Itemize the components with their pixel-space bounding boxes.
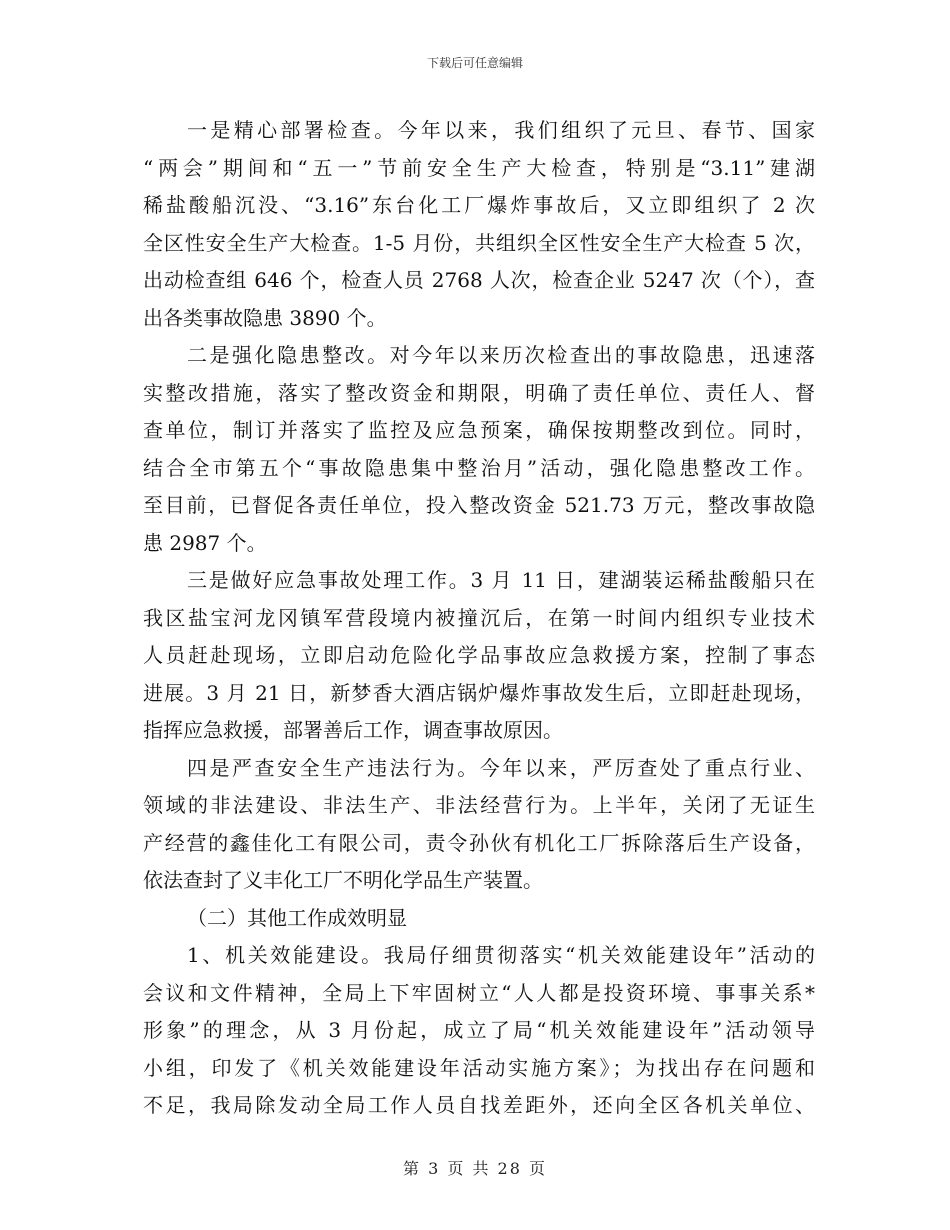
text-line: 形象”的理念，从 3 月份起，成立了局“机关效能建设年”活动领导 — [143, 1018, 815, 1042]
text-line: “两会”期间和“五一”节前安全生产大检查，特别是“3.11”建湖 — [143, 155, 815, 180]
page-number: 第 3 页 共 28 页 — [403, 1159, 547, 1178]
text-line: 结合全市第五个“事故隐患集中整治月”活动，强化隐患整改工作。 — [143, 455, 815, 480]
text-line: 进展。3 月 21 日，新梦香大酒店锅炉爆炸事故发生后，立即赶赴现场， — [143, 680, 815, 705]
text-line: 查单位，制订并落实了监控及应急预案，确保按期整改到位。同时， — [143, 418, 815, 442]
text-line: 二是强化隐患整改。对今年以来历次检查出的事故隐患，迅速落 — [187, 343, 815, 367]
text-line: 产经营的鑫佳化工有限公司，责令孙伙有机化工厂拆除落后生产设备， — [143, 830, 815, 855]
text-line: 一是精心部署检查。今年以来，我们组织了元旦、春节、国家 — [187, 118, 815, 142]
section-heading: （二）其他工作成效明显 — [187, 905, 407, 930]
text-line: 领域的非法建设、非法生产、非法经营行为。上半年，关闭了无证生 — [143, 793, 815, 817]
text-line: 1、机关效能建设。我局仔细贯彻落实“机关效能建设年”活动的 — [187, 943, 815, 967]
text-line: 出各类事故隐患 3890 个。 — [143, 305, 387, 330]
document-body — [143, 112, 815, 1125]
text-line: 会议和文件精神，全局上下牢固树立“人人都是投资环境、事事关系* — [143, 980, 815, 1005]
text-line: 我区盐宝河龙冈镇军营段境内被撞沉后，在第一时间内组织专业技术 — [143, 605, 815, 630]
text-line: 至目前，已督促各责任单位，投入整改资金 521.73 万元，整改事故隐 — [143, 493, 815, 517]
text-line: 人员赶赴现场，立即启动危险化学品事故应急救援方案，控制了事态 — [143, 643, 815, 667]
text-line: 不足，我局除发动全局工作人员自找差距外，还向全区各机关单位、 — [143, 1093, 815, 1117]
text-line: 全区性安全生产大检查。1-5 月份，共组织全区性安全生产大检查 5 次， — [143, 230, 815, 255]
text-line: 三是做好应急事故处理工作。3 月 11 日，建湖装运稀盐酸船只在 — [187, 568, 815, 592]
text-line: 指挥应急救援，部署善后工作，调查事故原因。 — [143, 718, 563, 742]
text-line: 小组，印发了《机关效能建设年活动实施方案》；为找出存在问题和 — [143, 1055, 815, 1080]
page-header-note: 下载后可任意编辑 — [426, 56, 523, 70]
text-line: 实整改措施，落实了整改资金和期限，明确了责任单位、责任人、督 — [143, 380, 815, 405]
text-line: 患 2987 个。 — [143, 530, 267, 555]
text-line: 依法查封了义丰化工厂不明化学品生产装置。 — [143, 868, 543, 892]
text-line: 四是严查安全生产违法行为。今年以来，严厉查处了重点行业、 — [187, 755, 815, 780]
text-line: 出动检查组 646 个，检查人员 2768 人次，检查企业 5247 次（个），查 — [143, 268, 815, 292]
text-line: 稀盐酸船沉没、“3.16”东台化工厂爆炸事故后，又立即组织了 2 次 — [143, 193, 815, 217]
